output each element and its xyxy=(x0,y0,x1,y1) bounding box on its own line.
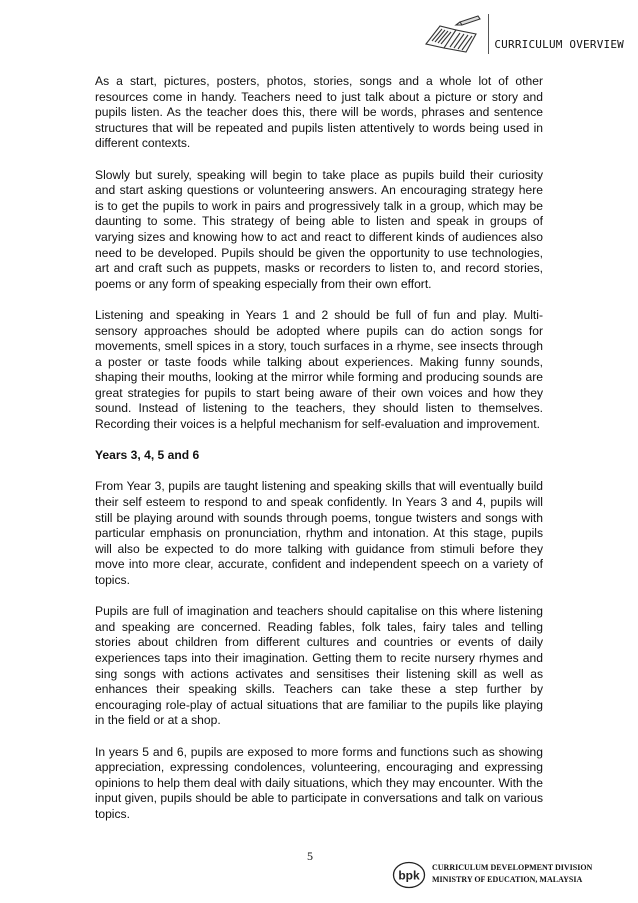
header-title: CURRICULUM OVERVIEW xyxy=(494,38,624,51)
paragraph: In years 5 and 6, pupils are exposed to more forms and functions such as showing appreciation, expressing condolences, volunteering, encouraging and expressing opinions to help them deal with daily situations, which they may encounter. With the input given, pupils should be able to participate in conversations and talk on various topics. xyxy=(95,744,543,821)
document-body xyxy=(95,74,543,838)
footer-organization xyxy=(432,862,592,886)
header-divider xyxy=(488,14,489,54)
open-book-icon xyxy=(420,14,484,54)
bpk-logo-text: bpk xyxy=(398,868,420,883)
paragraph: Listening and speaking in Years 1 and 2 should be full of fun and play. Multi-sensory approaches should be adopted where pupils can do action songs for movements, smell spices in a story, touch surfaces in a rhyme, see insects through a poster or taste foods while talking about experiences. Making funny sounds, shaping their mouths, looking at the mirror while forming and producing sounds are great strategies for pupils to start being aware of their own voices and how they sound. Instead of listening to the teachers, they should listen to themselves. Recording their voices is a helpful mechanism for self-evaluation and improvement. xyxy=(95,307,543,432)
footer-org-ministry: MINISTRY OF EDUCATION, MALAYSIA xyxy=(432,875,583,884)
page-number: 5 xyxy=(307,849,313,863)
page-header xyxy=(420,14,624,54)
paragraph: Slowly but surely, speaking will begin to take place as pupils build their curiosity and start asking questions or volunteering answers. An encouraging strategy here is to get the pupils to work in pairs and progressively talk in a group, which may be daunting to some. This strategy of being able to listen and speak in groups of varying sizes and knowing how to act and react to different kinds of audiences also need to be developed. Pupils should be given the opportunity to use technologies, art and craft such as puppets, masks or recorders to listen to, and record stories, poems or any form of speaking especially from their own effort. xyxy=(95,167,543,291)
footer-org-division: CURRICULUM DEVELOPMENT DIVISION xyxy=(432,863,593,872)
paragraph: As a start, pictures, posters, photos, stories, songs and a whole lot of other resources come in handy. Teachers need to just talk about a picture or story and pupils listen. As the teacher does this, there will be words, phrases and sentence structures that will be repeated and pupils listen attentively to words being used in different contexts. xyxy=(95,74,543,151)
paragraph: Pupils are full of imagination and teachers should capitalise on this where listening and speaking are concerned. Reading fables, folk tales, fairy tales and telling stories about children from different cultures and countries or events of daily experiences taps into their imagination. Getting them to recite nursery rhymes and sing songs with actions activates and sensitises their listening skill as well as enhances their speaking skills. Teachers can take these a step further by encouraging role-play of actual situations that are familiar to the pupils like playing in the field or at a shop. xyxy=(95,604,543,728)
paragraph: From Year 3, pupils are taught listening and speaking skills that will eventually build their self esteem to respond to and speak confidently. In Years 3 and 4, pupils will still be playing around with sounds through poems, tongue twisters and songs with particular emphasis on pronunciation, rhythm and intonation. At this stage, pupils will also be expected to do more talking with guidance from stimuli before they move into more clear, accurate, confident and independent speech on a variety of topics. xyxy=(95,479,543,587)
bpk-logo xyxy=(392,861,426,889)
section-heading: Years 3, 4, 5 and 6 xyxy=(95,448,200,463)
